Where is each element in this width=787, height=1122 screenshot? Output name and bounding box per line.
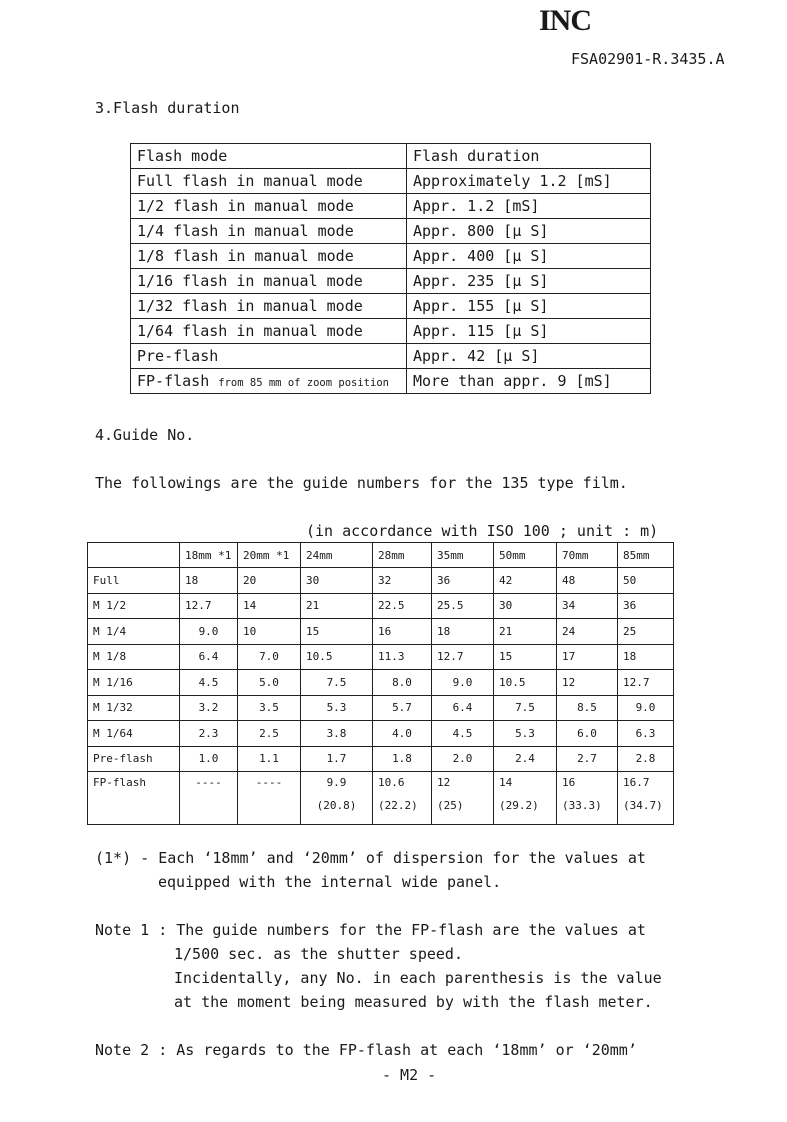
flash-mode-cell: 1/16 flash in manual mode: [131, 269, 407, 294]
fp-value: 16: [562, 776, 576, 789]
row-label: FP-flash: [88, 772, 180, 825]
column-header: 50mm: [494, 543, 557, 568]
corner-cell: [88, 543, 180, 568]
row-label: M 1/64: [88, 721, 180, 747]
row-label: M 1/8: [88, 644, 180, 670]
table-row: [131, 194, 651, 219]
flash-mode-cell: 1/64 flash in manual mode: [131, 319, 407, 344]
flash-duration-cell: Appr. 1.2 [mS]: [407, 194, 651, 219]
table-cell: ----: [238, 772, 301, 825]
table-cell: [432, 772, 494, 825]
column-header: 20mm *1: [238, 543, 301, 568]
table-cell: 10: [238, 619, 301, 645]
flash-mode-cell: 1/2 flash in manual mode: [131, 194, 407, 219]
flash-duration-cell: Appr. 115 [μ S]: [407, 319, 651, 344]
table-cell: 24: [557, 619, 618, 645]
table-row: [88, 670, 674, 696]
column-header: 24mm: [301, 543, 373, 568]
row-label: Pre-flash: [88, 746, 180, 772]
table-cell: 6.4: [180, 644, 238, 670]
table-cell: [301, 772, 373, 825]
column-header: 70mm: [557, 543, 618, 568]
column-header: 85mm: [618, 543, 674, 568]
table-cell: 6.4: [432, 695, 494, 721]
table-cell: 2.7: [557, 746, 618, 772]
table-cell: 34: [557, 593, 618, 619]
table-row: [131, 344, 651, 369]
table-cell: 10.5: [494, 670, 557, 696]
table-cell: 16: [373, 619, 432, 645]
flash-duration-table: [130, 143, 651, 394]
fp-measured-value: (33.3): [562, 799, 602, 812]
table-cell: 20: [238, 568, 301, 594]
fp-value: 14: [499, 776, 513, 789]
table-cell: 11.3: [373, 644, 432, 670]
fp-flash-note: from 85 mm of zoom position: [218, 377, 389, 389]
table-row: [88, 568, 674, 594]
table-cell: 6.3: [618, 721, 674, 747]
fp-measured-value: (20.8): [316, 799, 357, 812]
flash-duration-cell: Appr. 235 [μ S]: [407, 269, 651, 294]
table-cell: 17: [557, 644, 618, 670]
table-row: [131, 269, 651, 294]
table-cell: 5.0: [238, 670, 301, 696]
flash-mode-cell: 1/32 flash in manual mode: [131, 294, 407, 319]
footnote-1-line-1: (1*) - Each ‘18mm’ and ‘20mm’ of dispersion for the values at: [95, 849, 646, 867]
header-flash-duration: Flash duration: [407, 144, 651, 169]
table-row: [131, 169, 651, 194]
table-cell: 4.5: [432, 721, 494, 747]
table-cell: 5.3: [301, 695, 373, 721]
flash-duration-cell: Appr. 42 [μ S]: [407, 344, 651, 369]
flash-duration-cell: Appr. 400 [μ S]: [407, 244, 651, 269]
guide-intro-text: The followings are the guide numbers for the 135 type film.: [95, 474, 628, 492]
table-cell: 36: [432, 568, 494, 594]
flash-mode-cell: 1/8 flash in manual mode: [131, 244, 407, 269]
table-cell: 12.7: [432, 644, 494, 670]
table-cell: 9.0: [618, 695, 674, 721]
table-cell: 7.5: [301, 670, 373, 696]
table-header-row: [88, 543, 674, 568]
table-row: [88, 721, 674, 747]
flash-duration-cell: More than appr. 9 [mS]: [407, 369, 651, 394]
table-cell: 30: [301, 568, 373, 594]
table-row: [131, 369, 651, 394]
unit-note: (in accordance with ISO 100 ; unit : m): [306, 522, 659, 540]
fp-measured-value: (22.2): [378, 799, 418, 812]
table-cell: 1.0: [180, 746, 238, 772]
table-row: [88, 695, 674, 721]
column-header: 28mm: [373, 543, 432, 568]
note-1-line-4: at the moment being measured by with the flash meter.: [174, 993, 653, 1011]
table-cell: 7.5: [494, 695, 557, 721]
table-cell: [557, 772, 618, 825]
flash-duration-cell: Approximately 1.2 [mS]: [407, 169, 651, 194]
table-cell: 1.7: [301, 746, 373, 772]
column-header: 35mm: [432, 543, 494, 568]
row-label: M 1/16: [88, 670, 180, 696]
fp-value: 16.7: [623, 776, 650, 789]
table-cell: 5.3: [494, 721, 557, 747]
table-row: [131, 219, 651, 244]
table-cell: 25.5: [432, 593, 494, 619]
table-cell: 2.8: [618, 746, 674, 772]
table-cell: 21: [494, 619, 557, 645]
table-cell: 1.1: [238, 746, 301, 772]
guide-number-table: [87, 542, 674, 825]
fp-flash-label: FP-flash: [137, 372, 210, 390]
table-header-row: [131, 144, 651, 169]
fp-measured-value: (29.2): [499, 799, 539, 812]
table-cell: 5.7: [373, 695, 432, 721]
table-cell: 2.0: [432, 746, 494, 772]
flash-mode-cell: 1/4 flash in manual mode: [131, 219, 407, 244]
header-flash-mode: Flash mode: [131, 144, 407, 169]
table-row: [88, 619, 674, 645]
table-cell: 2.5: [238, 721, 301, 747]
table-cell: 14: [238, 593, 301, 619]
flash-mode-cell: Full flash in manual mode: [131, 169, 407, 194]
table-cell: 3.5: [238, 695, 301, 721]
company-logo: INC: [539, 4, 592, 37]
table-cell: 15: [301, 619, 373, 645]
flash-duration-cell: Appr. 155 [μ S]: [407, 294, 651, 319]
table-cell: 2.3: [180, 721, 238, 747]
table-cell: 4.0: [373, 721, 432, 747]
table-cell: 7.0: [238, 644, 301, 670]
fp-value: 10.6: [378, 776, 405, 789]
row-label: Full: [88, 568, 180, 594]
table-cell: 1.8: [373, 746, 432, 772]
flash-duration-cell: Appr. 800 [μ S]: [407, 219, 651, 244]
table-cell: 32: [373, 568, 432, 594]
note-1-line-3: Incidentally, any No. in each parenthesis is the value: [174, 969, 662, 987]
table-row: [88, 644, 674, 670]
table-cell: 18: [618, 644, 674, 670]
table-cell: [494, 772, 557, 825]
table-cell: 8.0: [373, 670, 432, 696]
footnote-1-line-2: equipped with the internal wide panel.: [158, 873, 502, 891]
flash-mode-cell: Pre-flash: [131, 344, 407, 369]
table-cell: 22.5: [373, 593, 432, 619]
table-cell: 48: [557, 568, 618, 594]
table-cell: 10.5: [301, 644, 373, 670]
table-cell: 12.7: [180, 593, 238, 619]
table-cell: 4.5: [180, 670, 238, 696]
row-label: M 1/4: [88, 619, 180, 645]
table-cell: 18: [180, 568, 238, 594]
note-1-line-1: Note 1 : The guide numbers for the FP-flash are the values at: [95, 921, 646, 939]
table-cell: [618, 772, 674, 825]
document-number: FSA02901-R.3435.A: [571, 50, 725, 68]
table-cell: 9.0: [180, 619, 238, 645]
table-row: [88, 746, 674, 772]
table-cell: 3.8: [301, 721, 373, 747]
table-cell: 12.7: [618, 670, 674, 696]
fp-value: 9.9: [326, 776, 347, 789]
column-header: 18mm *1: [180, 543, 238, 568]
note-2-line-1: Note 2 : As regards to the FP-flash at each ‘18mm’ or ‘20mm’: [95, 1041, 637, 1059]
table-cell: 50: [618, 568, 674, 594]
section-3-title: 3.Flash duration: [95, 99, 240, 117]
table-cell: ----: [180, 772, 238, 825]
table-cell: 18: [432, 619, 494, 645]
row-label: M 1/32: [88, 695, 180, 721]
flash-mode-cell: [131, 369, 407, 394]
table-cell: 2.4: [494, 746, 557, 772]
row-label: M 1/2: [88, 593, 180, 619]
note-1-line-2: 1/500 sec. as the shutter speed.: [174, 945, 463, 963]
table-cell: 36: [618, 593, 674, 619]
table-row: [88, 772, 674, 825]
page-number: - M2 -: [382, 1066, 437, 1084]
table-cell: 8.5: [557, 695, 618, 721]
table-cell: 15: [494, 644, 557, 670]
table-cell: 42: [494, 568, 557, 594]
table-cell: 6.0: [557, 721, 618, 747]
table-cell: 3.2: [180, 695, 238, 721]
table-cell: 9.0: [432, 670, 494, 696]
table-cell: 12: [557, 670, 618, 696]
fp-value: 12: [437, 776, 451, 789]
table-cell: 30: [494, 593, 557, 619]
table-row: [88, 593, 674, 619]
fp-measured-value: (34.7): [623, 799, 663, 812]
table-row: [131, 244, 651, 269]
table-cell: 25: [618, 619, 674, 645]
table-cell: [373, 772, 432, 825]
table-cell: 21: [301, 593, 373, 619]
table-row: [131, 294, 651, 319]
table-row: [131, 319, 651, 344]
section-4-title: 4.Guide No.: [95, 426, 195, 444]
fp-measured-value: (25): [437, 799, 464, 812]
